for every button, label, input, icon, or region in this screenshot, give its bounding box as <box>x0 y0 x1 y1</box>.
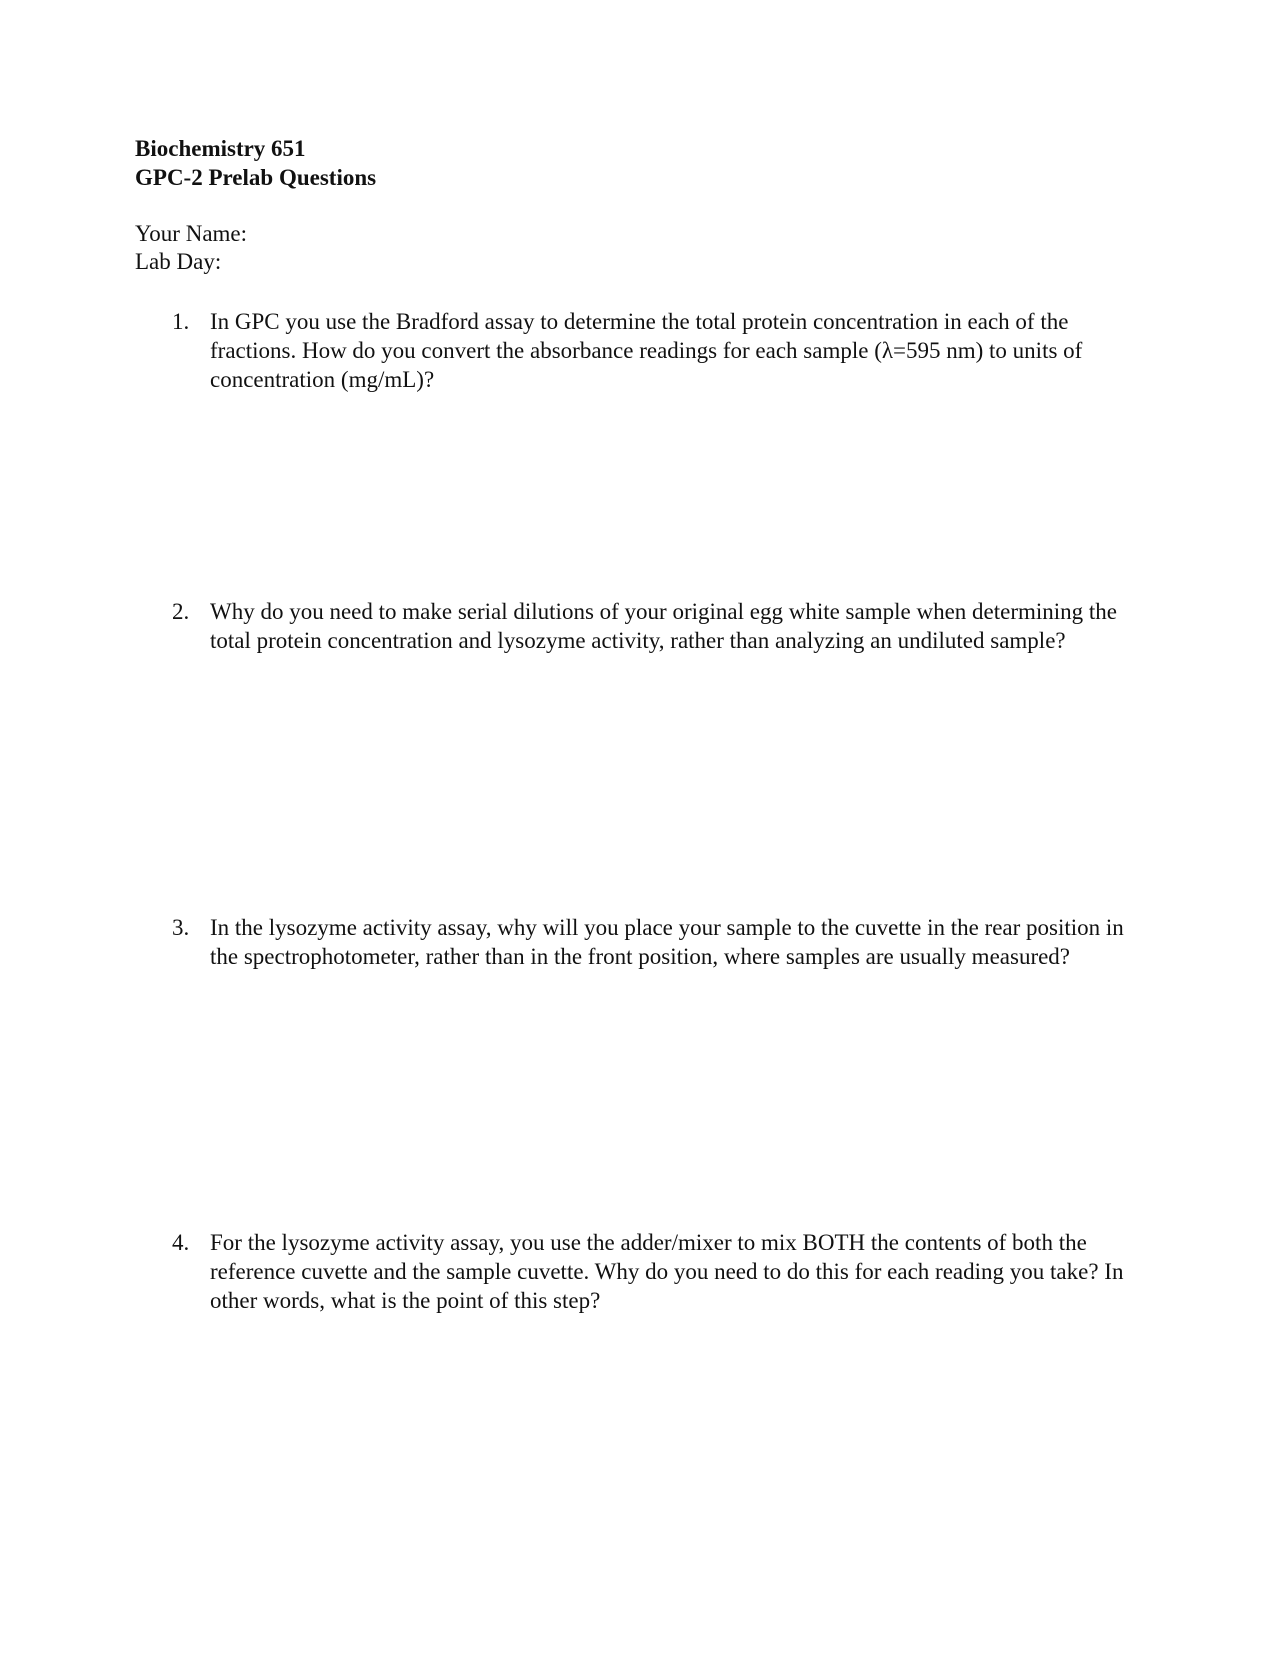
document-header <box>135 134 376 192</box>
question-number: 1. <box>172 309 190 334</box>
question-number: 4. <box>172 1230 190 1255</box>
name-field-label: Your Name: <box>135 221 248 246</box>
lab-day-field-label: Lab Day: <box>135 249 222 274</box>
question-4 <box>172 1228 1132 1315</box>
question-number: 2. <box>172 599 190 624</box>
course-title: Biochemistry 651 <box>135 136 306 161</box>
student-info <box>135 220 247 276</box>
question-1 <box>172 307 1132 394</box>
question-text: Why do you need to make serial dilutions of your original egg white sample when determining the total protein concentration and lysozyme activity, rather than analyzing an undiluted sample? <box>210 599 1118 653</box>
question-2 <box>172 597 1132 655</box>
question-3 <box>172 913 1132 971</box>
question-text: For the lysozyme activity assay, you use the adder/mixer to mix BOTH the contents of both the reference cuvette and the sample cuvette. Why do you need to do this for each reading you take? In other words, what is the point of this step? <box>210 1230 1124 1313</box>
question-number: 3. <box>172 915 190 940</box>
document-title: GPC-2 Prelab Questions <box>135 165 377 190</box>
question-text: In the lysozyme activity assay, why will you place your sample to the cuvette in the rear position in the spectrophotometer, rather than in the front position, where samples are usually measured? <box>210 915 1124 969</box>
question-text: In GPC you use the Bradford assay to determine the total protein concentration in each of the fractions. How do you convert the absorbance readings for each sample (λ=595 nm) to units of concentration (mg/mL)? <box>210 309 1083 392</box>
